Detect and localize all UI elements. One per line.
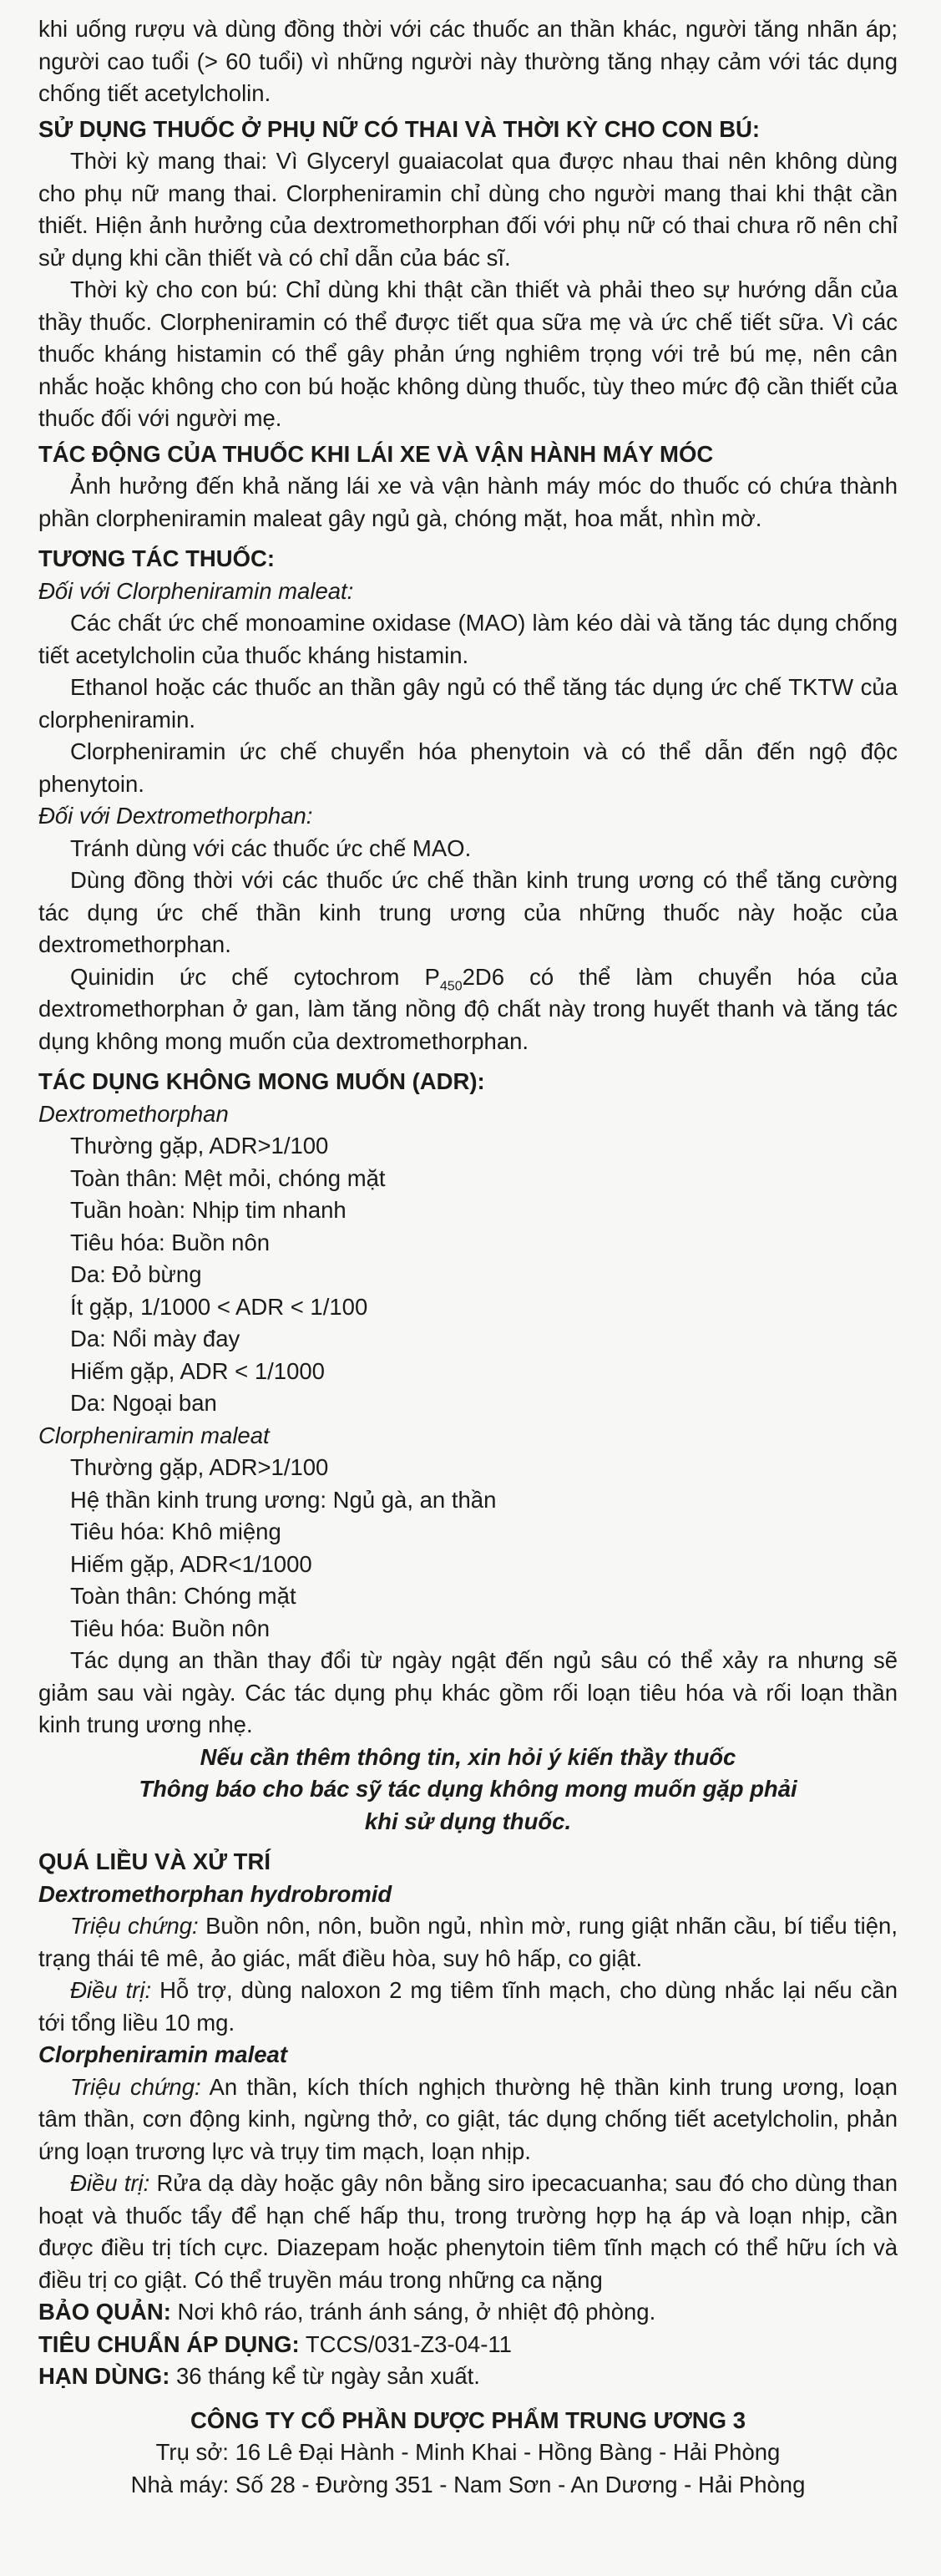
treatment-label: Điều trị: [70,1977,152,2003]
interactions-heading: TƯƠNG TÁC THUỐC: [38,545,276,571]
adr-notice-line-3: khi sử dụng thuốc. [364,1808,572,1834]
adr-line: Thường gặp, ADR>1/100 [70,1454,329,1480]
adr-clorpheniramin-list [38,1452,898,1645]
adr-line: Da: Nổi mày đay [70,1326,240,1351]
pregnancy-paragraph: Thời kỳ mang thai: Vì Glyceryl guaiacolat qua được nhau thai nên không dùng cho phụ nữ mang thai. Clorpheniramin chỉ dùng cho người mang thai khi thật cần thiết. Hiện ảnh hưởng của dextromethorphan đối với phụ nữ có thai chưa rõ nên chỉ sử dụng khi cần thiết và có chỉ dẫn của bác sĩ. [38,148,898,271]
overdose-dex-treatment [38,1975,898,2039]
adr-notice-line-2: Thông báo cho bác sỹ tác dụng không mong muốn gặp phải [139,1776,797,1802]
interaction-cns-paragraph: Dùng đồng thời với các thuốc ức chế thần kinh trung ương có thể tăng cường tác dụng ức chế thần kinh trung ương của những thuốc này hoặc của dextromethorphan. [38,867,898,957]
standard-line [38,2329,898,2361]
symptoms-text: An thần, kích thích nghịch thường hệ thần kinh trung ương, loạn tâm thần, cơn động kinh, ngừng thở, co giật, tác dụng chống tiết acetylcholin, phản ứng loạn trương lực và trụy tim mạch, loạn nhịp. [38,2073,898,2164]
expiry-line [38,2360,898,2393]
adr-clorpheniramin-title: Clorpheniramin maleat [38,1422,270,1448]
overdose-clorpheniramin-title: Clorpheniramin maleat [38,2041,287,2067]
adr-line: Da: Ngoại ban [70,1390,217,1416]
adr-line: Ít gặp, 1/1000 < ADR < 1/100 [70,1293,368,1320]
adr-line: Tiêu hóa: Khô miệng [70,1519,281,1544]
adr-line: Tiêu hóa: Buồn nôn [70,1615,271,1641]
quinidin-text-b: 2D6 có thể làm chuyển hóa của dextromethorphan ở gan, làm tăng nồng độ chất này trong huyết thanh và tăng tác dụng không mong muốn của dextromethorphan. [38,963,898,1054]
quinidin-subscript: 450 [439,979,463,993]
adr-line: Toàn thân: Mệt mỏi, chóng mặt [70,1164,386,1191]
adr-line: Thường gặp, ADR>1/100 [70,1133,329,1159]
driving-heading: TÁC ĐỘNG CỦA THUỐC KHI LÁI XE VÀ VẬN HÀNH MÁY MÓC [38,440,714,467]
standard-value: TCCS/031-Z3-04-11 [299,2330,512,2357]
breastfeeding-paragraph: Thời kỳ cho con bú: Chỉ dùng khi thật cần thiết và phải theo sự hướng dẫn của thầy thuốc. Clorpheniramin có thể được tiết qua sữa mẹ và ức chế tiết sữa. Vì các thuốc kháng histamin có thể gây phản ứng nghiêm trọng với trẻ bú mẹ, nên cân nhắc hoặc không cho con bú hoặc không dùng thuốc, tùy theo mức độ cần thiết của thuốc đối với người mẹ. [38,276,898,431]
treatment-label: Điều trị: [70,2170,150,2196]
interaction-ethanol-paragraph: Ethanol hoặc các thuốc an thần gây ngủ có thể tăng tác dụng ức chế TKTW của clorpheniramin. [38,674,898,733]
adr-heading: TÁC DỤNG KHÔNG MONG MUỐN (ADR): [38,1068,485,1094]
driving-paragraph: Ảnh hưởng đến khả năng lái xe và vận hành máy móc do thuốc có chứa thành phần clorpheniramin maleat gây ngủ gà, chóng mặt, hoa mắt, nhìn mờ. [38,473,898,531]
storage-label: BẢO QUẢN: [38,2299,171,2325]
interaction-quinidin-paragraph [38,961,898,1058]
quinidin-text-a: Quinidin ức chế cytochrom P [70,963,440,990]
treatment-text: Rửa dạ dày hoặc gây nôn bằng siro ipecacuanha; sau đó cho dùng than hoạt và thuốc tẩy để hạn chế hấp thu, trong trường hợp hạ áp và loạn nhịp, cần được điều trị tích cực. Diazepam hoặc phenytoin tiêm tĩnh mạch có thể hữu ích và điều trị co giật. Có thể truyền máu trong những ca nặng [38,2170,898,2293]
adr-line: Tuần hoàn: Nhịp tim nhanh [70,1197,347,1223]
overdose-clo-symptoms [38,2071,898,2168]
interactions-subheading-clorpheniramin: Đối với Clorpheniramin maleat: [38,577,354,604]
interaction-phenytoin-paragraph: Clorpheniramin ức chế chuyển hóa phenytoin và có thể dẫn đến ngộ độc phenytoin. [38,738,898,797]
intro-paragraph: khi uống rượu và dùng đồng thời với các thuốc an thần khác, người tăng nhãn áp; người cao tuổi (> 60 tuổi) vì những người này thường tăng nhạy cảm với tác dụng chống tiết acetylcholin. [38,16,898,106]
adr-line: Tiêu hóa: Buồn nôn [70,1229,271,1255]
overdose-dextromethorphan-title: Dextromethorphan hydrobromid [38,1880,392,1907]
overdose-clo-treatment [38,2168,898,2296]
storage-line [38,2296,898,2329]
symptoms-label: Triệu chứng: [70,2073,201,2100]
adr-dextromethorphan-title: Dextromethorphan [38,1100,229,1127]
adr-sedation-paragraph: Tác dụng an thần thay đổi từ ngày ngật đến ngủ sâu có thể xảy ra nhưng sẽ giảm sau vài ngày. Các tác dụng phụ khác gồm rối loạn tiêu hóa và rối loạn thần kinh trung ương nhẹ. [38,1647,898,1737]
overdose-heading: QUÁ LIỀU VÀ XỬ TRÍ [38,1848,271,1874]
standard-label: TIÊU CHUẨN ÁP DỤNG: [38,2330,300,2357]
adr-line: Hiếm gặp, ADR < 1/1000 [70,1357,325,1384]
expiry-label: HẠN DÙNG: [38,2363,170,2389]
symptoms-label: Triệu chứng: [70,1913,199,1939]
storage-value: Nơi khô ráo, tránh ánh sáng, ở nhiệt độ phòng. [170,2299,656,2325]
adr-line: Da: Đỏ bừng [70,1261,202,1287]
interaction-mao-paragraph: Các chất ức chế monoamine oxidase (MAO) làm kéo dài và tăng tác dụng chống tiết acetylcholin của thuốc kháng histamin. [38,610,898,668]
overdose-dex-symptoms [38,1910,898,1975]
company-name: CÔNG TY CỔ PHẦN DƯỢC PHẨM TRUNG ƯƠNG 3 [190,2406,746,2433]
adr-line: Toàn thân: Chóng mặt [70,1583,296,1609]
adr-line: Hệ thần kinh trung ương: Ngủ gà, an thần [70,1486,497,1513]
symptoms-text: Buồn nôn, nôn, buồn ngủ, nhìn mờ, rung giật nhãn cầu, bí tiểu tiện, trạng thái tê mê, ảo giác, mất điều hòa, suy hô hấp, co giật. [38,1913,898,1971]
adr-line: Hiếm gặp, ADR<1/1000 [70,1550,312,1577]
expiry-value: 36 tháng kể từ ngày sản xuất. [169,2363,480,2389]
interactions-subheading-dextromethorphan: Đối với Dextromethorphan: [38,803,313,829]
company-headquarters: Trụ sở: 16 Lê Đại Hành - Minh Khai - Hồng Bàng - Hải Phòng [155,2439,781,2465]
adr-dextromethorphan-list [38,1130,898,1420]
adr-notice-line-1: Nếu cần thêm thông tin, xin hỏi ý kiến thầy thuốc [200,1743,736,1770]
company-factory: Nhà máy: Số 28 - Đường 351 - Nam Sơn - An Dương - Hải Phòng [130,2471,806,2497]
pregnancy-heading: SỬ DỤNG THUỐC Ở PHỤ NỮ CÓ THAI VÀ THỜI KỲ CHO CON BÚ: [38,115,761,142]
treatment-text: Hỗ trợ, dùng naloxon 2 mg tiêm tĩnh mạch, cho dùng nhắc lại nếu cần tới tổng liều 10 mg. [38,1977,898,2036]
interaction-mao-avoid-paragraph: Tránh dùng với các thuốc ức chế MAO. [70,834,472,861]
